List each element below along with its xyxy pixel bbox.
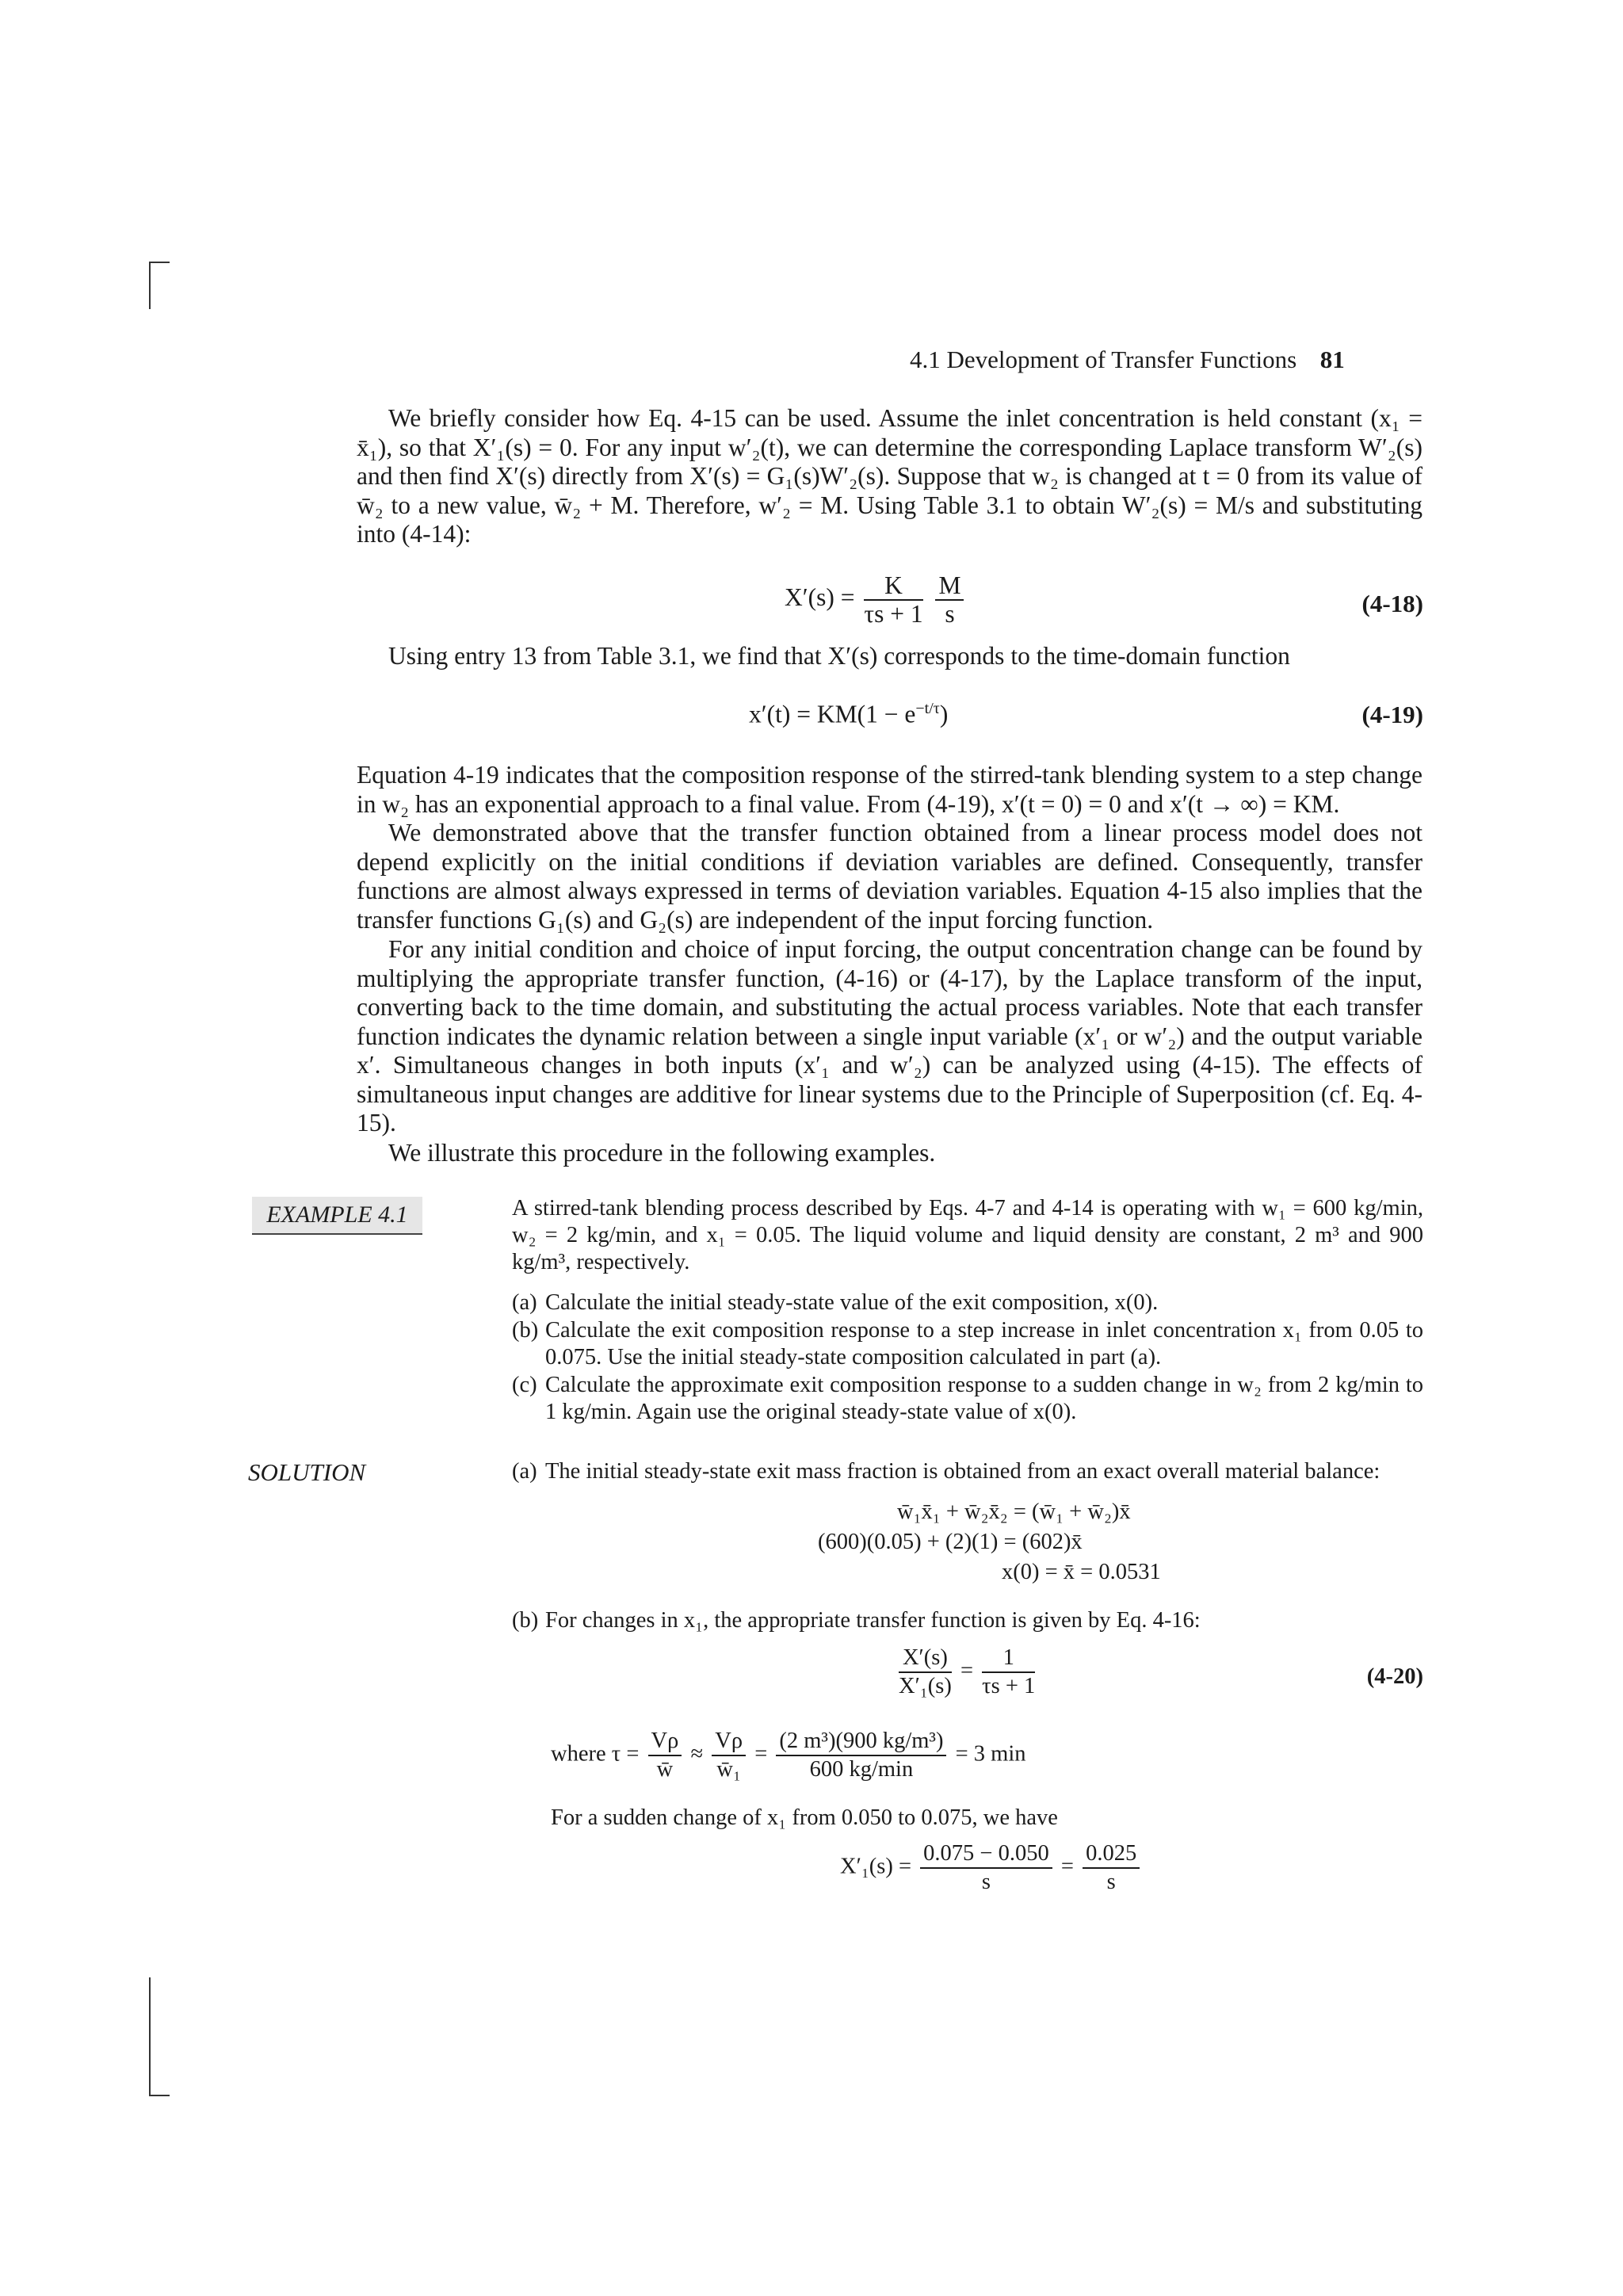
paragraph-deviation: We demonstrated above that the transfer function obtained from a linear process model does not depend explicitly on the initial conditions if deviation variables are defined. Consequently, transfer functions are almost always expressed in terms of deviation variables. Equation 4-15 also implies that the transfer functions G₁(s) and G₂(s) are independent of the input forcing function.: [357, 819, 1423, 934]
equation-4-18: X′(s) = $\frac{K}{\tau s + 1}$ $\frac{M}{s}$: [785, 572, 967, 628]
fraction-delta-x1-over-s: $\frac{0.075 - 0.050}{s}$: [920, 1840, 1052, 1896]
equation-x1-laplace: X′₁(s) = $\frac{0.075 - 0.050}{s}$ = $\frac{0.025}{s}$: [840, 1840, 1143, 1896]
fraction-m-over-s: $\frac{M}{s}$: [935, 572, 964, 628]
example-part-b: (b) Calculate the exit composition response to a step increase in inlet concentration x₁ from 0.05 to 0.075. Use the initial steady-state composition calculated in part (a).: [512, 1318, 1423, 1370]
equation-4-20: $\frac{X'(s)}{\text{X′₁(s)}}$ = $\frac{1}{\tau s + 1}$: [899, 1645, 1036, 1698]
paragraph-superposition: For any initial condition and choice of input forcing, the output concentration change can be found by multiplying the appropriate transfer function, (4-16) or (4-17), by the Laplace transform of the input, converting back to the time domain, and substituting the actual process variables. Note that each transfer function indicates the dynamic relation between a single input variable (x′₁ or w′₂) and the output variable x′. Simultaneous changes in both inputs (x′₁ and w′₂) can be analyzed using (4-15). The effects of simultaneous input changes are additive for linear systems due to the Principle of Superposition (cf. Eq. 4-15).: [357, 935, 1423, 1137]
paragraph-entry13: Using entry 13 from Table 3.1, we find that X′(s) corresponds to the time-domain function: [388, 642, 1290, 670]
corner-mark-bottom: [149, 1977, 151, 2096]
page-number: 81: [1319, 346, 1345, 373]
example-part-c: (c) Calculate the approximate exit composition response to a sudden change in w₂ from 2 kg/min to 1 kg/min. Again use the original steady-state value of x(0).: [512, 1373, 1423, 1424]
solution-part-a: (a) The initial steady-state exit mass fraction is obtained from an exact overall material balance:: [512, 1459, 1381, 1484]
fraction-0025-over-s: $\frac{0.025}{s}$: [1083, 1840, 1140, 1896]
equation-label-4-19: (4-19): [1361, 701, 1423, 728]
solution-label: SOLUTION: [248, 1458, 366, 1486]
corner-mark-bottom-h: [149, 2095, 170, 2096]
equation-label-4-18: (4-18): [1361, 590, 1423, 617]
fraction-one-over-tau-s: $\frac{1}{\tau s + 1}$: [982, 1645, 1036, 1698]
equation-4-19: $x'(t) = KM(1 - e^{-t/\tau})$: [749, 700, 949, 728]
example-statement: A stirred-tank blending process described by Eqs. 4-7 and 4-14 is operating with w₁ = 600 kg/min, w₂ = 2 kg/min, and x₁ = 0.05. The liquid volume and liquid density are constant, 2 m³ and 900 kg/m³, respectively.: [512, 1196, 1423, 1274]
paragraph-exponential: Equation 4-19 indicates that the composition response of the stirred-tank blending system to a step change in w₂ has an exponential approach to a final value. From (4-19), x′(t = 0) = 0 and x′(t → ∞) = KM.: [357, 761, 1423, 818]
fraction-tau-numeric: $\frac{\text{(2 m³)(900 kg/m³)}}{600 kg/\min}$: [776, 1728, 946, 1783]
tau-definition: where τ = $\frac{V\rho}{w̄}$ ≈ $\frac{V\rho}{\text{w̄₁}}$ = $\frac{\text{(2 m³)(900 kg/m³)}}{600 kg/\min}$ = 3 min: [551, 1729, 1026, 1782]
solution-part-b: (b) For changes in x₁, the appropriate transfer function is given by Eq. 4-16:: [512, 1608, 1201, 1633]
corner-mark-top: [149, 262, 151, 309]
paragraph-intro: We briefly consider how Eq. 4-15 can be used. Assume the inlet concentration is held constant (x₁ = x̄₁), so that X′₁(s) = 0. For any input w′₂(t), we can determine the corresponding Laplace transform W′₂(s) and then find X′(s) directly from X′(s) = G₁(s)W′₂(s). Suppose that w₂ is changed at t = 0 from its value of w̄₂ to a new value, w̄₂ + M. Therefore, w′₂ = M. Using Table 3.1 to obtain W′₂(s) = M/s and substituting into (4-14):: [357, 404, 1423, 548]
fraction-k-over-tau-s: $\frac{K}{\tau s + 1}$: [864, 571, 923, 628]
header-section: 4.1 Development of Transfer Functions: [910, 346, 1297, 373]
running-header: [910, 346, 1345, 374]
example-part-a: (a) Calculate the initial steady-state value of the exit composition, x(0).: [512, 1290, 1159, 1315]
balance-equation-1: w̄₁x̄₁ + w̄₂x̄₂ = (w̄₁ + w̄₂)x̄: [897, 1499, 1131, 1524]
equation-label-4-20: (4-20): [1366, 1664, 1423, 1689]
paragraph-illustrate: We illustrate this procedure in the following examples.: [388, 1139, 936, 1167]
fraction-vrho-over-w: $\frac{V\rho}{w̄}$: [648, 1728, 682, 1783]
balance-equation-2: (600)(0.05) + (2)(1) = (602)x̄: [818, 1530, 1083, 1554]
example-label: EXAMPLE 4.1: [252, 1197, 422, 1235]
fraction-x-over-x1: $\frac{X'(s)}{\text{X′₁(s)}}$: [899, 1645, 952, 1698]
fraction-vrho-over-w1: $\frac{V\rho}{\text{w̄₁}}$: [712, 1728, 746, 1783]
corner-mark-top-h: [149, 262, 170, 263]
sudden-change-text: For a sudden change of x₁ from 0.050 to 0.075, we have: [551, 1805, 1058, 1830]
balance-equation-3: x(0) = x̄ = 0.0531: [1002, 1560, 1161, 1584]
